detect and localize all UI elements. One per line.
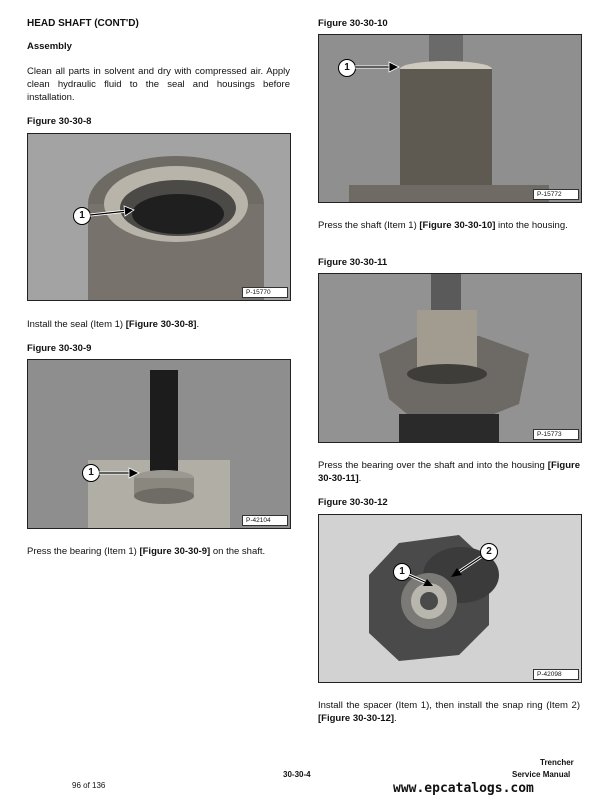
figure-9-callout-1: 1 <box>82 464 100 482</box>
instruction-fig12: Install the spacer (Item 1), then install the snap ring (Item 2) [Figure 30-30-12]. <box>318 700 580 724</box>
figure-11-code: P-15773 <box>533 429 579 440</box>
figure-11-label: Figure 30-30-11 <box>318 257 388 268</box>
instruction-fig9: Press the bearing (Item 1) [Figure 30-30-9] on the shaft. <box>27 546 266 557</box>
figure-12-label: Figure 30-30-12 <box>318 497 388 508</box>
figure-12-callout-1: 1 <box>393 563 411 581</box>
instruction-fig10: Press the shaft (Item 1) [Figure 30-30-10] into the housing. <box>318 220 568 231</box>
figure-12-photo <box>318 514 582 683</box>
figure-10-arrow <box>355 60 401 74</box>
instruction-fig8: Install the seal (Item 1) [Figure 30-30-8]. <box>27 319 200 330</box>
watermark: www.epcatalogs.com <box>393 781 534 796</box>
assembly-heading: Assembly <box>27 41 72 52</box>
figure-12-callout-2: 2 <box>480 543 498 561</box>
figure-11-photo <box>318 273 582 443</box>
figure-10-label: Figure 30-30-10 <box>318 18 388 29</box>
figure-9-code: P-42104 <box>242 515 288 526</box>
figure-8-label: Figure 30-30-8 <box>27 116 92 127</box>
assembly-paragraph: Clean all parts in solvent and dry with compressed air. Apply clean hydraulic fluid to the seal and housings before installation. <box>27 66 290 103</box>
figure-8-callout-1: 1 <box>73 207 91 225</box>
figure-8-photo <box>27 133 291 301</box>
figure-12-code: P-42098 <box>533 669 579 680</box>
figure-10-code: P-15772 <box>533 189 579 200</box>
figure-9-photo <box>27 359 291 529</box>
figure-10-callout-1: 1 <box>338 59 356 77</box>
product-name: Trencher <box>540 758 574 767</box>
instruction-fig11: Press the bearing over the shaft and into the housing [Figure 30-30-11]. <box>318 460 580 484</box>
figure-8-code: P-15770 <box>242 287 288 298</box>
figure-9-arrow <box>99 466 141 480</box>
figure-9-label: Figure 30-30-9 <box>27 343 92 354</box>
figure-12-arrows <box>405 549 485 589</box>
manual-name: Service Manual <box>512 770 571 779</box>
page-number: 30-30-4 <box>283 770 311 779</box>
page-counter: 96 of 136 <box>72 781 106 790</box>
section-title: HEAD SHAFT (CONT'D) <box>27 18 139 29</box>
figure-8-arrow <box>90 205 135 225</box>
